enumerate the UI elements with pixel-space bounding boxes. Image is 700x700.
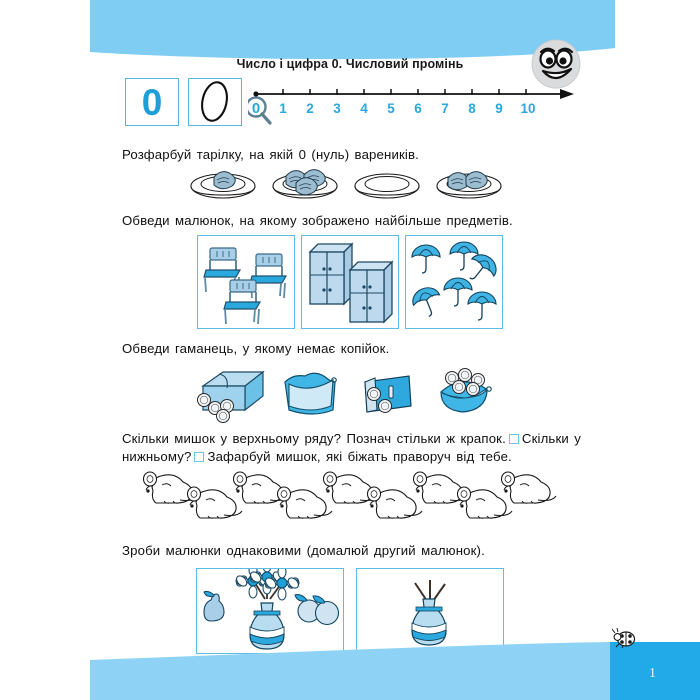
- mouse-lower-1: [188, 487, 243, 518]
- purse-2: [285, 373, 336, 414]
- number-line-label-9: 9: [495, 101, 503, 116]
- task-4-instruction-part2: Скільки у нижньому?: [122, 431, 581, 464]
- plate-2: [273, 169, 337, 197]
- task-2-artwork: [0, 235, 700, 329]
- printed-zero-glyph: 0: [141, 81, 163, 123]
- umbrella-6: [468, 292, 496, 320]
- ladybug-icon: [612, 628, 638, 648]
- task-4-checkbox-1[interactable]: [509, 434, 519, 444]
- incomplete-picture-frame[interactable]: [356, 568, 504, 654]
- page-number: 1: [649, 666, 656, 681]
- number-line-label-10: 10: [520, 101, 536, 116]
- wardrobe-1: [310, 244, 352, 304]
- page-footer: [0, 642, 700, 700]
- task-3: [0, 340, 700, 424]
- number-line-label-4: 4: [360, 101, 368, 116]
- task-2-text-row: [0, 212, 700, 230]
- task-2: [0, 212, 700, 329]
- trace-zero-box[interactable]: [188, 78, 242, 126]
- complete-picture-frame[interactable]: [196, 568, 344, 654]
- mice-rows: [140, 471, 560, 519]
- pear: [204, 591, 224, 621]
- wardrobes-frame[interactable]: [301, 235, 399, 329]
- number-line: [248, 78, 578, 126]
- number-line-label-6: 6: [414, 101, 422, 116]
- task-3-artwork: [0, 362, 700, 424]
- task-5-instruction: Зроби малюнки однаковими (домалюй другий малюнок).: [122, 543, 485, 558]
- mouse-lower-4: [458, 487, 513, 518]
- task-1-instruction: Розфарбуй тарілку, на якій 0 (нуль) вареників.: [122, 147, 419, 162]
- number-line-label-7: 7: [441, 101, 449, 116]
- mouse-upper-5: [502, 472, 557, 503]
- umbrella-5: [409, 283, 445, 319]
- task-1-artwork: [0, 164, 700, 206]
- number-line-label-1: 1: [279, 101, 287, 116]
- task-4-text-row: [0, 430, 700, 465]
- number-line-label-2: 2: [306, 101, 314, 116]
- apple-2: [313, 595, 339, 624]
- vase-with-stems: [412, 580, 446, 645]
- plate-4: [437, 171, 501, 197]
- plates-row: [190, 164, 510, 206]
- task-3-text-row: [0, 340, 700, 358]
- task-1: [0, 146, 700, 206]
- number-line-label-8: 8: [468, 101, 476, 116]
- task-5-artwork: [0, 568, 700, 654]
- task-3-instruction: Обведи гаманець, у якому немає копійок.: [122, 341, 390, 356]
- purse-1: [198, 372, 264, 423]
- task-4-checkbox-2[interactable]: [194, 452, 204, 462]
- purse-4: [441, 368, 491, 412]
- chair-3: [224, 280, 260, 324]
- purse-3: [365, 376, 411, 413]
- task-4: [0, 430, 700, 519]
- task-5-frames: [0, 568, 700, 654]
- vase-with-daisies: [235, 569, 301, 649]
- wardrobe-2: [350, 262, 392, 322]
- plate-3: [355, 174, 419, 198]
- task-4-instruction-part1: Скільки мишок у верхньому ряду? Познач стільки ж крапок.: [122, 431, 506, 446]
- page-title: Число і цифра 0. Числовий промінь: [236, 57, 464, 71]
- number-line-label-0: 0: [251, 100, 261, 117]
- chairs-frame[interactable]: [197, 235, 295, 329]
- task-2-instruction: Обведи малюнок, на якому зображено найбільше предметів.: [122, 213, 513, 228]
- plate-1: [191, 171, 255, 197]
- task-4-artwork: [0, 471, 700, 519]
- trace-zero-outline-icon: [189, 79, 240, 124]
- number-line-label-3: 3: [333, 101, 341, 116]
- task-5: [0, 542, 700, 654]
- number-line-label-5: 5: [387, 101, 395, 116]
- task-4-instruction-part3: Зафарбуй мишок, які біжать праворуч від тебе.: [207, 448, 512, 464]
- purses-row: [197, 362, 503, 424]
- umbrellas-frame[interactable]: [405, 235, 503, 329]
- task-5-text-row: [0, 542, 700, 560]
- umbrella-1: [412, 245, 440, 273]
- printed-zero-box: [125, 78, 179, 126]
- task-1-text-row: [0, 146, 700, 164]
- umbrella-2: [450, 242, 478, 270]
- mouse-lower-2: [278, 487, 333, 518]
- mouse-lower-3: [368, 487, 423, 518]
- task-2-frames: [0, 235, 700, 329]
